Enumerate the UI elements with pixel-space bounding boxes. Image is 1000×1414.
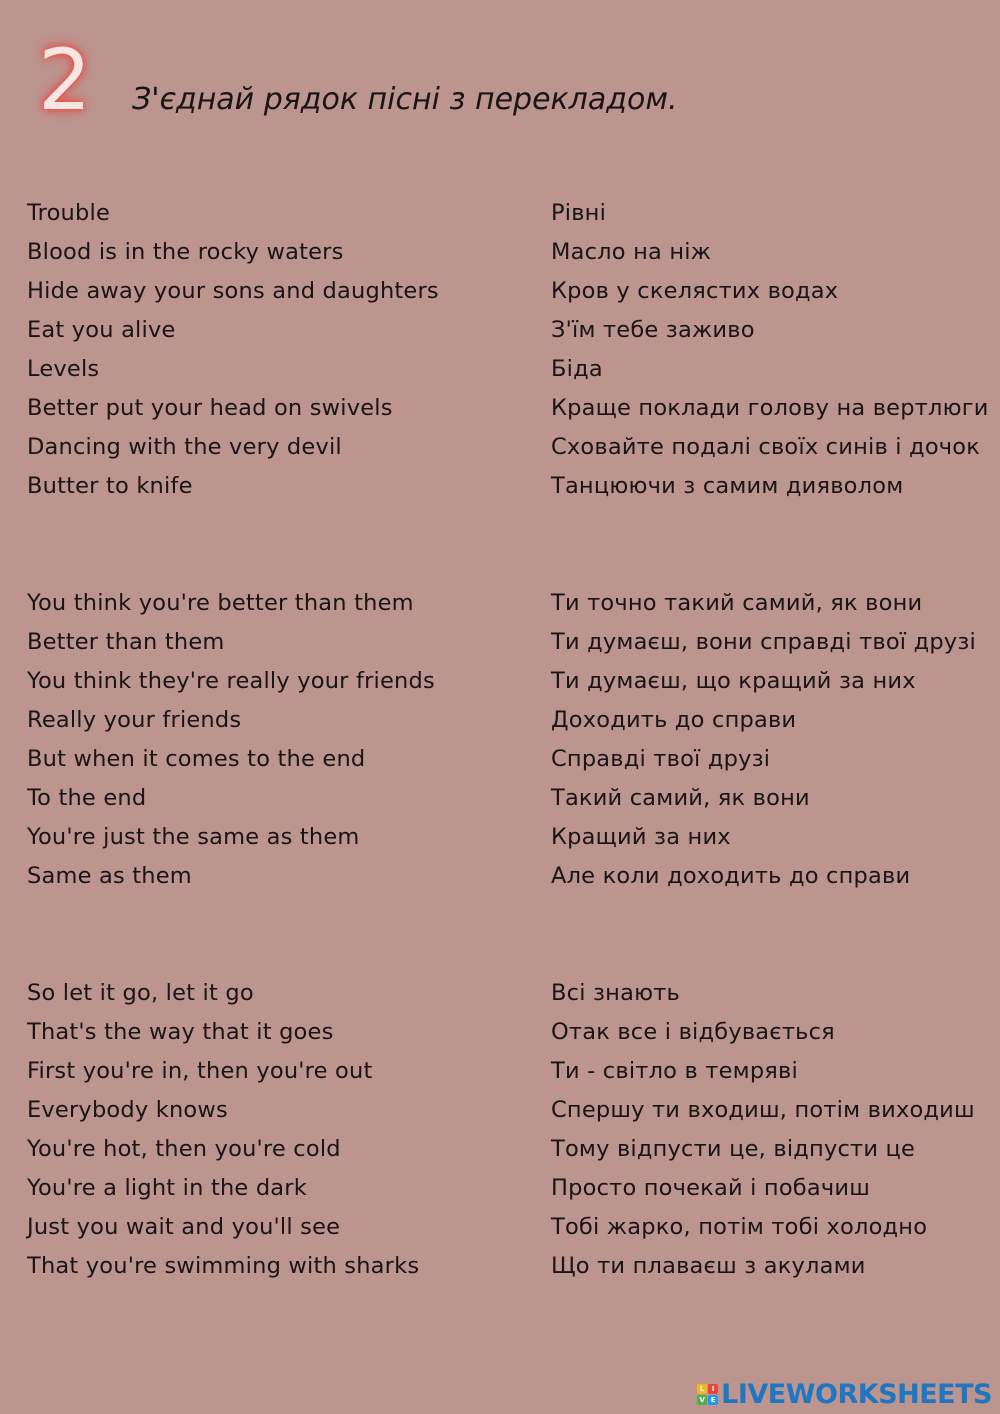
ukrainian-line[interactable]: Всі знають bbox=[551, 980, 680, 1006]
ukrainian-line[interactable]: Рівні bbox=[551, 200, 607, 226]
ukrainian-line[interactable]: Справді твої друзі bbox=[551, 746, 771, 772]
ukrainian-lines-1 bbox=[551, 198, 989, 510]
ukrainian-line[interactable]: Кращий за них bbox=[551, 824, 731, 850]
ukrainian-lines-3 bbox=[551, 978, 975, 1290]
ukrainian-line[interactable]: Що ти плаваєш з акулами bbox=[551, 1253, 866, 1279]
ukrainian-line[interactable]: Краще поклади голову на вертлюги bbox=[551, 395, 989, 421]
ukrainian-line[interactable]: Тобі жарко, потім тобі холодно bbox=[551, 1214, 928, 1240]
ukrainian-line[interactable]: Спершу ти входиш, потім виходиш bbox=[551, 1097, 975, 1123]
english-lines-1 bbox=[27, 198, 439, 510]
liveworksheets-logo bbox=[697, 1376, 992, 1412]
english-line[interactable]: Eat you alive bbox=[27, 317, 176, 343]
logo-letter: L bbox=[697, 1384, 707, 1394]
logo-letter: V bbox=[697, 1395, 707, 1405]
task-instruction: З'єднай рядок пісні з перекладом. bbox=[132, 82, 678, 117]
english-line[interactable]: Trouble bbox=[27, 200, 110, 226]
logo-letter: I bbox=[708, 1384, 718, 1394]
english-line[interactable]: Levels bbox=[27, 356, 100, 382]
ukrainian-line[interactable]: Біда bbox=[551, 356, 603, 382]
english-line[interactable]: That you're swimming with sharks bbox=[27, 1253, 420, 1279]
ukrainian-line[interactable]: Але коли доходить до справи bbox=[551, 863, 911, 889]
english-line[interactable]: To the end bbox=[27, 785, 147, 811]
english-line[interactable]: That's the way that it goes bbox=[27, 1019, 334, 1045]
english-line[interactable]: You're a light in the dark bbox=[27, 1175, 307, 1201]
ukrainian-line[interactable]: Тому відпусти це, відпусти це bbox=[551, 1136, 916, 1162]
ukrainian-line[interactable]: Кров у скелястих водах bbox=[551, 278, 839, 304]
ukrainian-line[interactable]: Просто почекай і побачиш bbox=[551, 1175, 870, 1201]
ukrainian-line[interactable]: Доходить до справи bbox=[551, 707, 797, 733]
english-line[interactable]: Just you wait and you'll see bbox=[27, 1214, 341, 1240]
english-line[interactable]: Blood is in the rocky waters bbox=[27, 239, 344, 265]
english-line[interactable]: Hide away your sons and daughters bbox=[27, 278, 439, 304]
english-line[interactable]: But when it comes to the end bbox=[27, 746, 366, 772]
ukrainian-line[interactable]: Сховайте подалі своїх синів і дочок bbox=[551, 434, 981, 460]
english-line[interactable]: You think you're better than them bbox=[27, 590, 414, 616]
ukrainian-line[interactable]: Танцюючи з самим дияволом bbox=[551, 473, 904, 499]
task-number: 2 bbox=[38, 31, 92, 129]
english-line[interactable]: You're just the same as them bbox=[27, 824, 360, 850]
english-line[interactable]: So let it go, let it go bbox=[27, 980, 254, 1006]
logo-mark-icon bbox=[697, 1384, 718, 1405]
ukrainian-line[interactable]: Ти думаєш, вони справді твої друзі bbox=[551, 629, 976, 655]
english-line[interactable]: You're hot, then you're cold bbox=[27, 1136, 341, 1162]
english-lines-2 bbox=[27, 588, 435, 900]
english-line[interactable]: Dancing with the very devil bbox=[27, 434, 342, 460]
english-line[interactable]: You think they're really your friends bbox=[27, 668, 435, 694]
english-line[interactable]: Better put your head on swivels bbox=[27, 395, 393, 421]
logo-text: LIVEWORKSHEETS bbox=[721, 1378, 992, 1410]
ukrainian-line[interactable]: Масло на ніж bbox=[551, 239, 712, 265]
english-line[interactable]: Everybody knows bbox=[27, 1097, 228, 1123]
english-lines-3 bbox=[27, 978, 419, 1290]
ukrainian-line[interactable]: Ти точно такий самий, як вони bbox=[551, 590, 923, 616]
ukrainian-line[interactable]: Такий самий, як вони bbox=[551, 785, 810, 811]
english-line[interactable]: Really your friends bbox=[27, 707, 242, 733]
english-line[interactable]: First you're in, then you're out bbox=[27, 1058, 373, 1084]
ukrainian-line[interactable]: Ти - світло в темряві bbox=[551, 1058, 798, 1084]
ukrainian-lines-2 bbox=[551, 588, 976, 900]
english-line[interactable]: Same as them bbox=[27, 863, 192, 889]
english-line[interactable]: Butter to knife bbox=[27, 473, 193, 499]
english-line[interactable]: Better than them bbox=[27, 629, 225, 655]
ukrainian-line[interactable]: Отак все і відбувається bbox=[551, 1019, 835, 1045]
logo-letter: E bbox=[708, 1395, 718, 1405]
ukrainian-line[interactable]: Ти думаєш, що кращий за них bbox=[551, 668, 916, 694]
ukrainian-line[interactable]: З'їм тебе заживо bbox=[551, 317, 755, 343]
